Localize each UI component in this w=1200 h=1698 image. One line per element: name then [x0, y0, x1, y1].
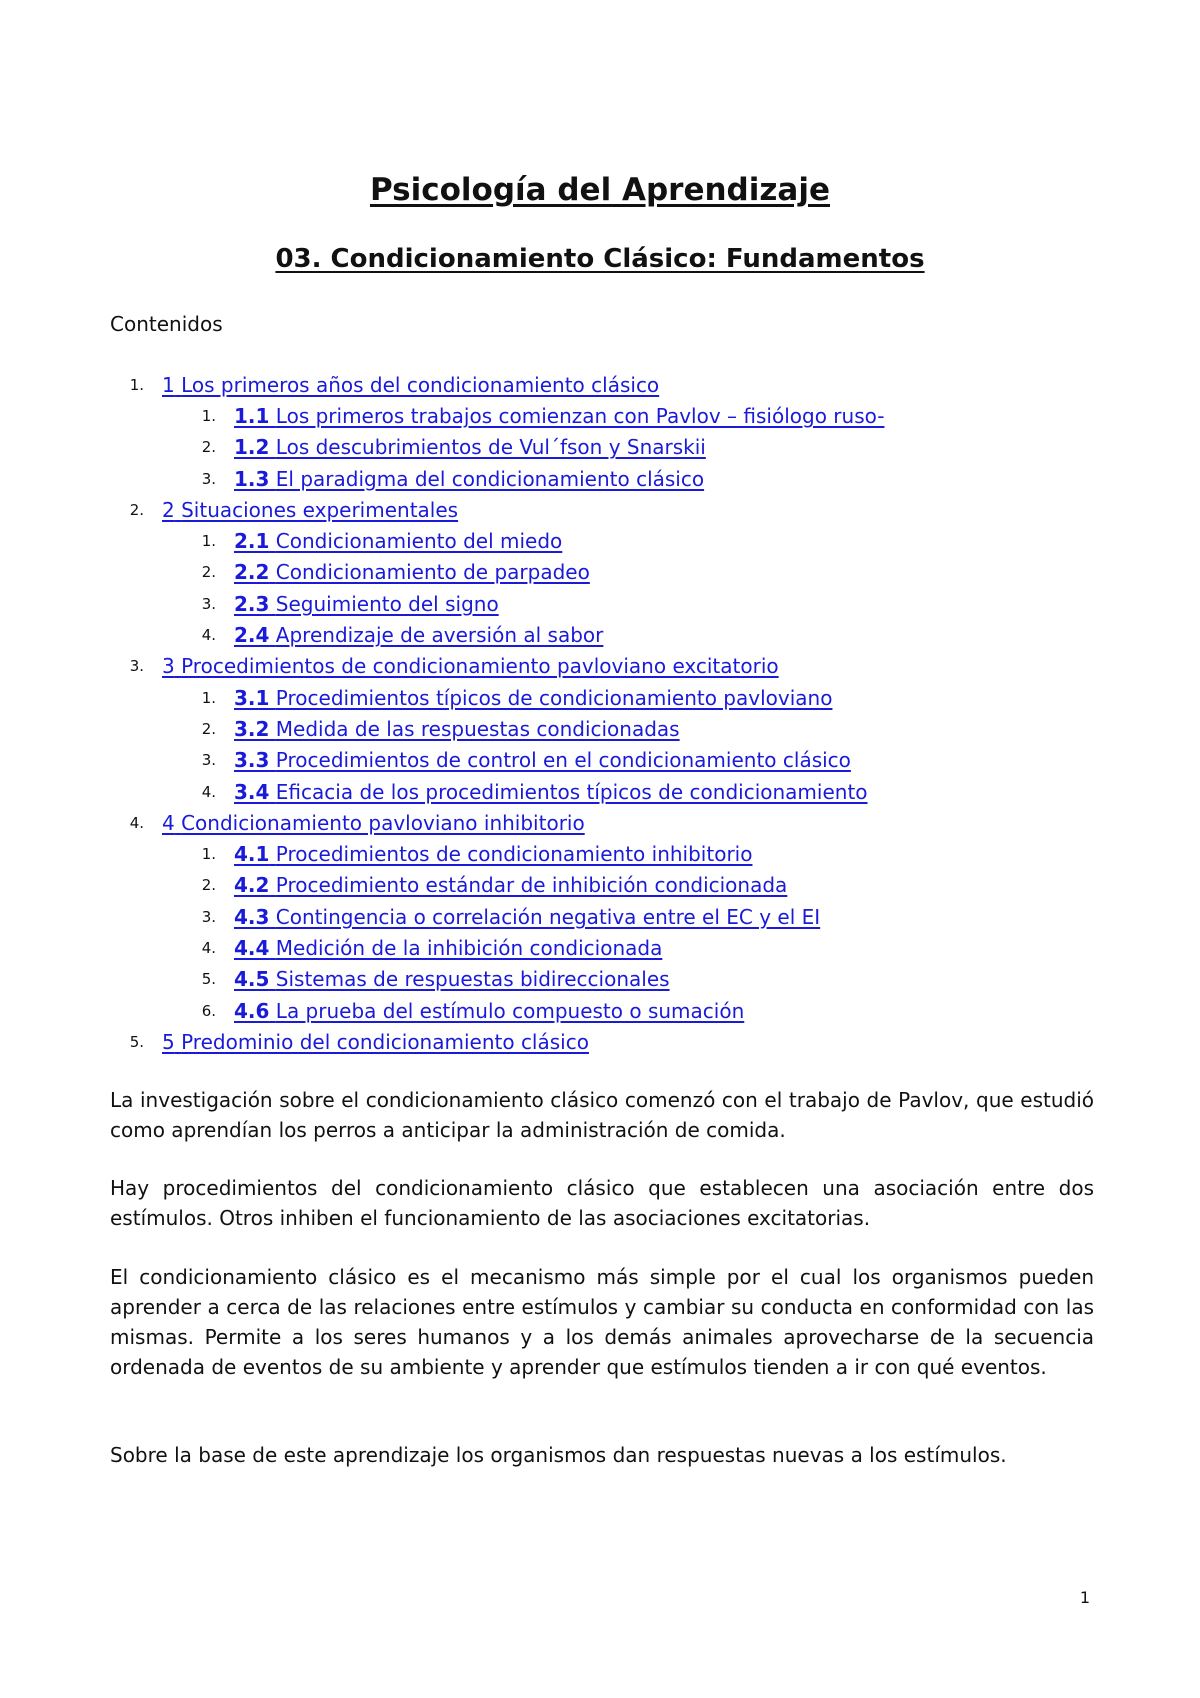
toc-item — [0, 369, 1200, 400]
toc-item — [0, 776, 1200, 807]
toc-link[interactable] — [234, 905, 820, 929]
toc-section-title: Procedimientos típicos de condicionamiento pavloviano — [275, 685, 833, 710]
toc-item-number: 4. — [201, 782, 216, 801]
toc-section-title: Condicionamiento pavloviano inhibitorio — [181, 810, 585, 835]
toc-link[interactable] — [234, 842, 752, 866]
paragraph: Sobre la base de este aprendizaje los organismos dan respuestas nuevas a los estímulos. — [110, 1443, 1007, 1467]
toc-item-number: 3. — [201, 469, 216, 488]
toc-item — [0, 400, 1200, 431]
toc-link[interactable] — [234, 686, 832, 710]
toc-section-title: Contingencia o correlación negativa entre el EC y el EI — [275, 904, 821, 929]
paragraph: El condicionamiento clásico es el mecanismo más simple por el cual los organismos pueden aprender a cerca de las relaciones entre estímulos y cambiar su conducta en conformidad con las mismas. Permite a los seres humanos y a los demás animales aprovecharse de la secuencia ordenada de eventos de su ambiente y aprender que estímulos tienden a ir con qué eventos. — [110, 1265, 1094, 1379]
toc-link[interactable] — [234, 967, 670, 991]
toc-section-number: 3.3 — [234, 748, 270, 773]
toc-item-number: 2. — [201, 719, 216, 738]
toc-link[interactable] — [162, 373, 659, 397]
toc-link[interactable] — [234, 780, 868, 804]
toc-item-number: 1. — [129, 375, 144, 394]
toc-section-title: El paradigma del condicionamiento clásico — [275, 466, 705, 491]
toc-section-number: 1.3 — [234, 466, 270, 491]
toc-item-number: 6. — [201, 1001, 216, 1020]
toc-section-title: Seguimiento del signo — [275, 591, 499, 616]
toc-section-number: 4.6 — [234, 998, 270, 1023]
toc-section-number: 2.1 — [234, 529, 270, 554]
toc-link[interactable] — [234, 748, 851, 772]
toc-section-title: Condicionamiento del miedo — [275, 529, 563, 554]
toc-section-number: 4.2 — [234, 873, 270, 898]
toc-item-number: 5. — [129, 1032, 144, 1051]
toc-item — [0, 557, 1200, 588]
toc-section-number: 1.1 — [234, 403, 270, 428]
toc-item-number: 3. — [201, 594, 216, 613]
toc-section-number: 5 — [162, 1029, 175, 1054]
toc-section-title: Procedimientos de condicionamiento pavloviano excitatorio — [181, 654, 779, 679]
toc-section-number: 2 — [162, 497, 175, 522]
toc-section-number: 2.3 — [234, 591, 270, 616]
paragraph: Hay procedimientos del condicionamiento clásico que establecen una asociación entre dos estímulos. Otros inhiben el funcionamiento de las asociaciones excitatorias. — [110, 1176, 1094, 1230]
toc-section-title: Los primeros años del condicionamiento clásico — [181, 372, 660, 397]
toc-section-title: Procedimientos de control en el condicionamiento clásico — [275, 748, 851, 773]
page-number: 1 — [1079, 1588, 1090, 1607]
toc-link[interactable] — [162, 654, 779, 678]
document-subtitle: 03. Condicionamiento Clásico: Fundamentos — [275, 244, 925, 274]
toc-section-number: 2.4 — [234, 623, 270, 648]
toc-section-number: 4 — [162, 810, 175, 835]
toc-link[interactable] — [234, 592, 499, 616]
toc-item-number: 2. — [201, 876, 216, 895]
toc-item — [0, 870, 1200, 901]
toc-section-number: 1.2 — [234, 435, 270, 460]
toc-section-number: 3 — [162, 654, 175, 679]
paragraph: La investigación sobre el condicionamiento clásico comenzó con el trabajo de Pavlov, que estudió como aprendían los perros a anticipar la administración de comida. — [110, 1088, 1094, 1142]
toc-item-number: 4. — [201, 938, 216, 957]
toc-item-number: 2. — [129, 500, 144, 519]
toc-item-number: 1. — [201, 845, 216, 864]
toc-item-number: 3. — [201, 751, 216, 770]
toc-item — [0, 619, 1200, 650]
toc-item — [0, 995, 1200, 1026]
toc-link[interactable] — [234, 529, 562, 553]
toc-item-number: 2. — [201, 563, 216, 582]
toc-section-number: 3.2 — [234, 716, 270, 741]
toc-item — [0, 932, 1200, 963]
toc-item-number: 2. — [201, 438, 216, 457]
toc-item-number: 1. — [201, 688, 216, 707]
toc-link[interactable] — [234, 435, 706, 459]
toc-item — [0, 964, 1200, 995]
toc-item — [0, 525, 1200, 556]
toc-item — [0, 494, 1200, 525]
toc-section-title: La prueba del estímulo compuesto o sumación — [275, 998, 745, 1023]
toc-item — [0, 838, 1200, 869]
toc-link[interactable] — [234, 623, 603, 647]
toc-link[interactable] — [234, 717, 680, 741]
toc-section-title: Los primeros trabajos comienzan con Pavlov – fisiólogo ruso- — [275, 403, 885, 428]
toc-item — [0, 1026, 1200, 1057]
toc-section-title: Condicionamiento de parpadeo — [275, 560, 590, 585]
table-of-contents — [0, 369, 1200, 1058]
toc-item — [0, 807, 1200, 838]
toc-link[interactable] — [234, 404, 884, 428]
toc-section-title: Sistemas de respuestas bidireccionales — [275, 967, 670, 992]
toc-item — [0, 745, 1200, 776]
toc-item-number: 4. — [129, 813, 144, 832]
toc-section-number: 4.5 — [234, 967, 270, 992]
toc-section-title: Procedimientos de condicionamiento inhibitorio — [275, 842, 753, 867]
toc-link[interactable] — [162, 498, 458, 522]
toc-item-number: 1. — [201, 406, 216, 425]
document-title: Psicología del Aprendizaje — [369, 172, 830, 208]
toc-item-number: 3. — [201, 907, 216, 926]
toc-item — [0, 432, 1200, 463]
toc-section-number: 2.2 — [234, 560, 270, 585]
toc-link[interactable] — [234, 560, 590, 584]
toc-link[interactable] — [234, 467, 704, 491]
toc-section-number: 4.4 — [234, 935, 270, 960]
toc-item-number: 5. — [201, 970, 216, 989]
toc-section-number: 1 — [162, 372, 175, 397]
toc-section-number: 3.4 — [234, 779, 270, 804]
toc-link[interactable] — [234, 873, 787, 897]
toc-section-title: Predominio del condicionamiento clásico — [181, 1029, 589, 1054]
toc-link[interactable] — [234, 936, 662, 960]
toc-section-title: Aprendizaje de aversión al sabor — [275, 623, 604, 648]
toc-link[interactable] — [162, 811, 585, 835]
toc-item — [0, 463, 1200, 494]
toc-section-title: Eficacia de los procedimientos típicos de condicionamiento — [275, 779, 868, 804]
toc-link[interactable] — [234, 999, 744, 1023]
toc-item — [0, 682, 1200, 713]
toc-section-title: Los descubrimientos de Vul´fson y Snarskii — [275, 435, 706, 460]
toc-item — [0, 588, 1200, 619]
toc-item — [0, 901, 1200, 932]
toc-item — [0, 713, 1200, 744]
toc-section-title: Medida de las respuestas condicionadas — [275, 716, 680, 741]
toc-item-number: 3. — [129, 657, 144, 676]
toc-section-number: 3.1 — [234, 685, 270, 710]
toc-section-title: Procedimiento estándar de inhibición condicionada — [275, 873, 788, 898]
toc-heading: Contenidos — [110, 312, 223, 336]
toc-item — [0, 651, 1200, 682]
toc-link[interactable] — [162, 1030, 589, 1054]
toc-item-number: 1. — [201, 532, 216, 551]
toc-section-title: Medición de la inhibición condicionada — [275, 935, 663, 960]
toc-item-number: 4. — [201, 626, 216, 645]
toc-section-title: Situaciones experimentales — [181, 497, 459, 522]
toc-section-number: 4.1 — [234, 842, 270, 867]
toc-section-number: 4.3 — [234, 904, 270, 929]
